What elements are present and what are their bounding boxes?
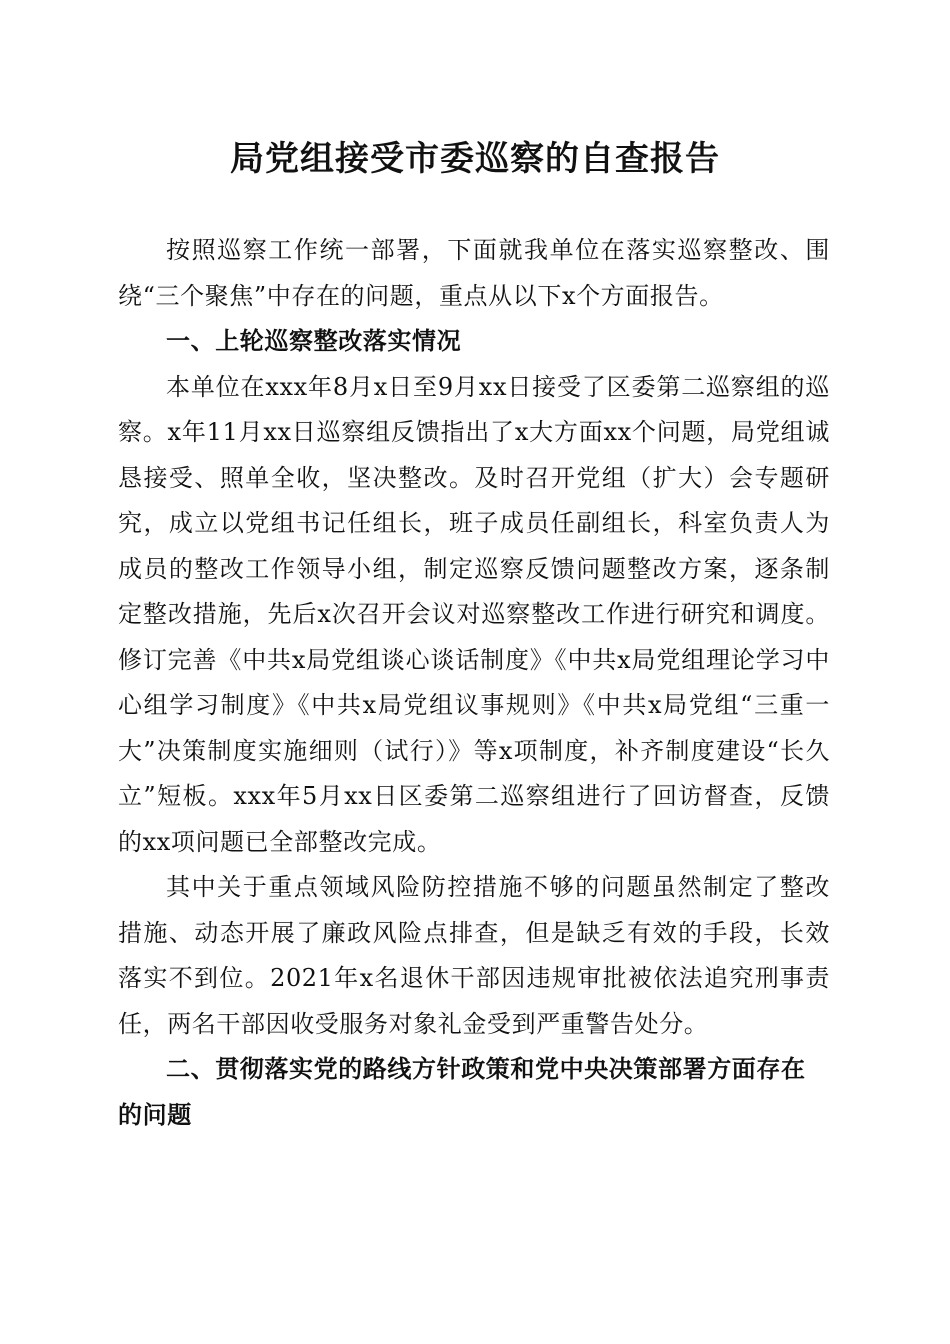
section-1-heading: 一、上轮巡察整改落实情况	[166, 327, 462, 355]
document-body	[118, 228, 830, 1138]
section-1-paragraph-1: 本单位在xxx年8月x日至9月xx日接受了区委第二巡察组的巡察。x年11月xx日巡察组反馈指出了x大方面xx个问题，局党组诚恳接受、照单全收，坚决整改。及时召开党组（扩大）会专题研究，成立以党组书记任组长，班子成员任副组长，科室负责人为成员的整改工作领导小组，制定巡察反馈问题整改方案，逐条制定整改措施，先后x次召开会议对巡察整改工作进行研究和调度。修订完善《中共x局党组谈心谈话制度》《中共x局党组理论学习中心组学习制度》《中共x局党组议事规则》《中共x局党组“三重一大”决策制度实施细则（试行）》等x项制度，补齐制度建设“长久立”短板。xxx年5月xx日区委第二巡察组进行了回访督查，反馈的xx项问题已全部整改完成。	[118, 372, 830, 856]
intro-paragraph: 按照巡察工作统一部署，下面就我单位在落实巡察整改、围绕“三个聚焦”中存在的问题，重点从以下x个方面报告。	[118, 236, 830, 310]
section-2-heading: 二、贯彻落实党的路线方针政策和党中央决策部署方面存在的问题	[118, 1055, 806, 1129]
document-title: 局党组接受市委巡察的自查报告	[230, 139, 720, 179]
section-1-paragraph-2: 其中关于重点领域风险防控措施不够的问题虽然制定了整改措施、动态开展了廉政风险点排查，但是缺乏有效的手段，长效落实不到位。2021年x名退休干部因违规审批被依法追究刑事责任，两名干部因收受服务对象礼金受到严重警告处分。	[118, 873, 830, 1038]
